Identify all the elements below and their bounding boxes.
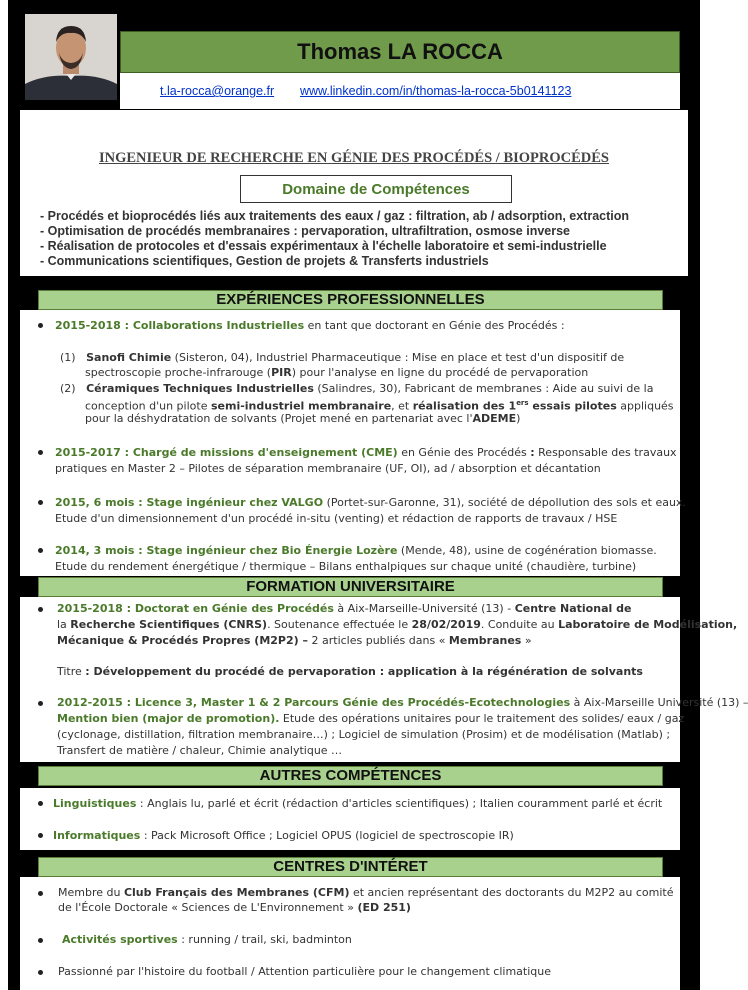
formation-text: . Soutenance effectuée le bbox=[267, 618, 412, 631]
interet-text: et ancien représentant des doctorants du M2P2 au comité bbox=[349, 886, 674, 899]
bullet bbox=[38, 891, 43, 896]
experience-subitem bbox=[60, 350, 624, 365]
interets-heading bbox=[38, 857, 663, 877]
experiences-section bbox=[20, 310, 686, 576]
autres-item bbox=[53, 796, 662, 811]
sub-text-bold: PIR bbox=[271, 366, 292, 379]
interet-label: Activités sportives bbox=[62, 933, 178, 946]
formation-text: » bbox=[521, 634, 532, 647]
company-name: Sanofi Chimie bbox=[86, 351, 172, 364]
interet-item bbox=[62, 932, 352, 947]
linkedin-link[interactable]: www.linkedin.com/in/thomas-la-rocca-5b0141123 bbox=[300, 84, 572, 98]
formation-item bbox=[57, 601, 631, 616]
experience-text: (Portet-sur-Garonne, 31), société de dépollution des sols et eaux. bbox=[323, 496, 686, 509]
sub-text-bold: ADEME bbox=[472, 412, 517, 425]
autres-label: Linguistiques bbox=[53, 797, 137, 810]
formation-item bbox=[57, 695, 748, 710]
sub-text: (Sisteron, 04), Industriel Pharmaceutique : Mise en place et test d'un dispositif de bbox=[171, 351, 625, 364]
formation-text-bold: 28/02/2019 bbox=[411, 618, 481, 631]
experiences-heading bbox=[38, 290, 663, 310]
formation-text-bold: Mécanique & Procédés Propres (M2P2) – bbox=[57, 634, 308, 647]
bullet bbox=[38, 323, 43, 328]
experience-label: 2015-2017 : Chargé de missions d'enseignement (CME) bbox=[55, 446, 398, 459]
bullet bbox=[38, 801, 43, 806]
name-banner bbox=[120, 31, 680, 73]
formation-text: . Conduite au bbox=[480, 618, 559, 631]
autres-item bbox=[53, 828, 514, 843]
sub-text: ) bbox=[516, 412, 521, 425]
sub-text-bold: essais pilotes bbox=[528, 399, 617, 413]
interet-text-bold: (ED 251) bbox=[357, 901, 411, 914]
experiences-heading-text: EXPÉRIENCES PROFESSIONNELLES bbox=[216, 291, 485, 308]
formation-item-line: Transfert de matière / chaleur, Chimie analytique … bbox=[57, 744, 343, 757]
sub-number: (1) bbox=[60, 351, 76, 364]
sup-text: ers bbox=[516, 399, 529, 407]
bullet bbox=[38, 450, 43, 455]
company-name: Céramiques Techniques Industrielles bbox=[86, 382, 314, 395]
sub-text: ) pour l'analyse en ligne du procédé de pervaporation bbox=[291, 366, 589, 379]
bullet bbox=[38, 701, 43, 706]
candidate-name: Thomas LA ROCCA bbox=[297, 39, 503, 64]
experience-text: (Mende, 48), usine de cogénération biomasse. bbox=[397, 544, 657, 557]
formation-item-line bbox=[57, 617, 737, 632]
domaine-heading-box bbox=[240, 175, 512, 203]
autres-label: Informatiques bbox=[53, 829, 141, 842]
formation-text-bold: Laboratoire de Modélisation, bbox=[558, 618, 738, 631]
competence-item: - Réalisation de protocoles et d'essais expérimentaux à l'échelle laboratoire et semi-industrielle bbox=[40, 239, 607, 253]
thesis-title bbox=[57, 664, 643, 679]
sub-text: appliqués bbox=[616, 399, 674, 413]
formation-text-bold: Membranes bbox=[448, 634, 522, 647]
experience-subitem-line bbox=[85, 411, 520, 426]
sub-text: conception d'un pilote bbox=[85, 399, 211, 413]
sub-text: , et bbox=[391, 399, 413, 413]
domaine-heading: Domaine de Compétences bbox=[282, 181, 470, 198]
autres-section bbox=[20, 788, 680, 850]
experience-item bbox=[55, 543, 657, 558]
competence-item: - Procédés et bioprocédés liés aux traitements des eaux / gaz : filtration, ab / adsorption, extraction bbox=[40, 209, 630, 223]
bullet bbox=[38, 938, 43, 943]
sub-text-bold: semi-industriel membranaire bbox=[210, 399, 392, 413]
profile-photo bbox=[25, 14, 117, 100]
competence-item: - Communications scientifiques, Gestion de projets & Transferts industriels bbox=[40, 254, 489, 268]
sub-text: pour la déshydratation de solvants (Projet mené en partenariat avec l' bbox=[85, 412, 473, 425]
interets-section bbox=[20, 877, 680, 990]
interet-text: Membre du bbox=[58, 886, 124, 899]
interets-heading-text: CENTRES D'INTÉRET bbox=[273, 858, 428, 875]
bullet bbox=[38, 833, 43, 838]
experience-item-line: pratiques en Master 2 – Pilotes de séparation membranaire (UF, OI), ad / absorption et décantation bbox=[55, 462, 601, 475]
bullet bbox=[38, 970, 43, 975]
formation-label: 2015-2018 : Doctorat en Génie des Procédés bbox=[57, 602, 334, 615]
formation-text-bold: Recherche Scientifiques (CNRS) bbox=[70, 618, 268, 631]
formation-section bbox=[20, 597, 748, 762]
interet-item-line bbox=[58, 900, 411, 915]
experience-label: 2015, 6 mois : Stage ingénieur chez VALGO bbox=[55, 496, 324, 509]
page-title: INGENIEUR DE RECHERCHE EN GÉNIE DES PROCÉDÉS / BIOPROCÉDÉS bbox=[98, 150, 609, 166]
email-link[interactable]: t.la-rocca@orange.fr bbox=[160, 84, 275, 98]
formation-heading-text: FORMATION UNIVERSITAIRE bbox=[246, 578, 455, 595]
formation-item-line: (cyclonage, distillation, filtration membranaire…) ; Logiciel de simulation (Prosim) et de modélisation (Matlab) ; bbox=[57, 728, 671, 741]
sub-number: (2) bbox=[60, 382, 76, 395]
experience-label: 2014, 3 mois : Stage ingénieur chez Bio Énergie Lozère bbox=[55, 544, 398, 557]
formation-label: 2012-2015 : Licence 3, Master 1 & 2 Parcours Génie des Procédés-Ecotechnologies bbox=[57, 696, 571, 709]
competence-item: - Optimisation de procédés membranaires : pervaporation, ultrafiltration, osmose inverse bbox=[40, 224, 570, 238]
sub-text-bold: réalisation des 1 bbox=[412, 399, 517, 413]
contact-bar bbox=[120, 73, 680, 109]
experience-text: : bbox=[530, 446, 535, 459]
interet-text-bold: Club Français des Membranes (CFM) bbox=[123, 886, 350, 899]
bullet bbox=[38, 500, 43, 505]
formation-text-bold: Centre National de bbox=[514, 602, 632, 615]
formation-heading bbox=[38, 577, 663, 597]
experience-item-line: Etude d'un dimensionnement d'un procédé in-situ (venting) et rédaction de rapports de travaux / HSE bbox=[55, 512, 618, 525]
competence-list bbox=[40, 209, 629, 269]
experience-text: en tant que doctorant en Génie des Procédés : bbox=[304, 319, 565, 332]
autres-heading-text: AUTRES COMPÉTENCES bbox=[259, 767, 442, 784]
formation-text: 2 articles publiés dans « bbox=[308, 634, 449, 647]
experience-text: Responsable des travaux bbox=[534, 446, 677, 459]
bullet bbox=[38, 607, 43, 612]
sub-text: (Salindres, 30), Fabricant de membranes : Aide au suivi de la bbox=[313, 382, 654, 395]
formation-text: à Aix-Marseille Université (13) – bbox=[570, 696, 748, 709]
interet-text: : running / trail, ski, badminton bbox=[177, 933, 352, 946]
interet-text: de l'École Doctorale « Sciences de L'Environnement » bbox=[58, 901, 358, 914]
experience-subitem bbox=[60, 381, 653, 396]
formation-text-bold: : Développement du procédé de pervaporation : application à la régénération de solvants bbox=[85, 665, 643, 678]
interet-item: Passionné par l'histoire du football / Attention particulière pour le changement climatique bbox=[58, 965, 551, 978]
formation-item-line bbox=[57, 633, 532, 648]
experience-item-line: Etude du rendement énergétique / thermique – Bilans enthalpiques sur chaque unité (chaudière, turbine) bbox=[55, 560, 637, 573]
autres-heading bbox=[38, 766, 663, 786]
formation-text: à Aix-Marseille-Université (13) - bbox=[333, 602, 515, 615]
experience-item bbox=[55, 445, 677, 460]
autres-text: : Pack Microsoft Office ; Logiciel OPUS (logiciel de spectroscopie IR) bbox=[140, 829, 514, 842]
bullet bbox=[38, 548, 43, 553]
formation-text: la bbox=[57, 618, 71, 631]
formation-text: Etude des opérations unitaires pour le traitement des solides/ eaux / gaz bbox=[279, 712, 685, 725]
formation-text-bold: Mention bien (major de promotion). bbox=[57, 712, 280, 725]
sub-text: spectroscopie proche-infrarouge ( bbox=[85, 366, 272, 379]
experience-subitem-line bbox=[85, 365, 588, 380]
formation-item-line bbox=[57, 711, 684, 726]
experience-text: en Génie des Procédés bbox=[397, 446, 531, 459]
experience-item bbox=[55, 495, 686, 510]
autres-text: : Anglais lu, parlé et écrit (rédaction d'articles scientifiques) ; Italien couramment parlé et écrit bbox=[136, 797, 663, 810]
experience-label: 2015-2018 : Collaborations Industrielles bbox=[55, 319, 305, 332]
experience-item bbox=[55, 318, 565, 333]
interet-item bbox=[58, 885, 673, 900]
formation-text: Titre bbox=[57, 665, 86, 678]
